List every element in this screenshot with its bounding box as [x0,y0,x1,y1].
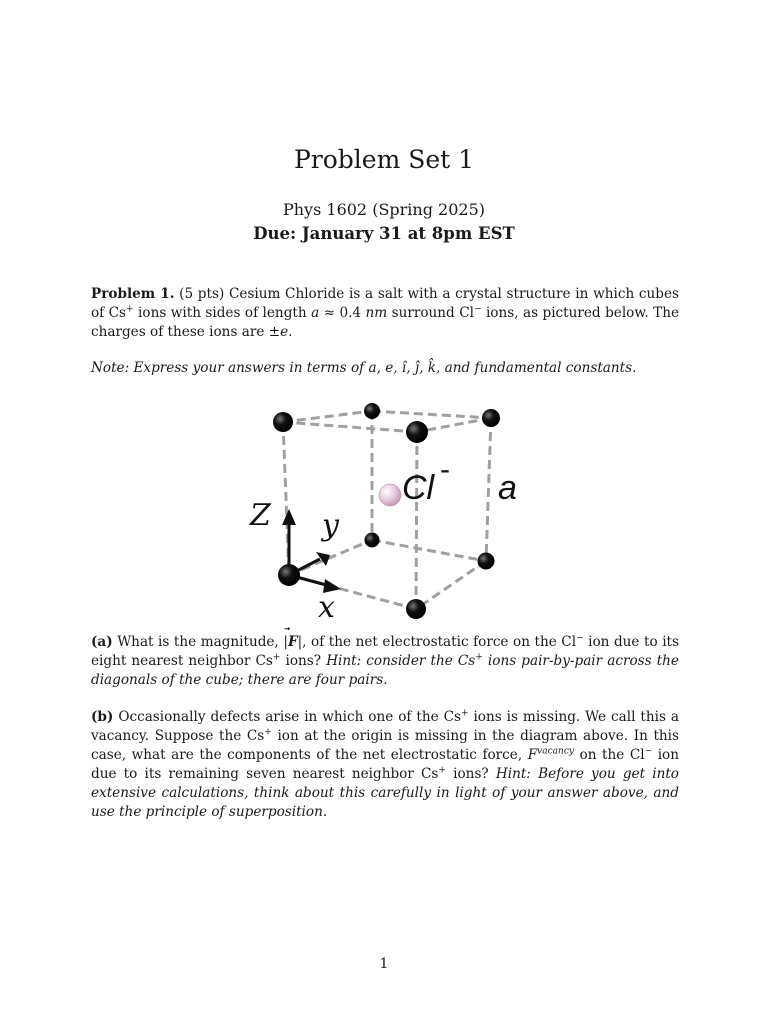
problem-1-statement [91,285,679,342]
page-title: Problem Set 1 [293,145,475,174]
variable: a [311,305,320,321]
problem-text: ≈ 0.4 [319,305,366,321]
superscript: − [644,746,653,757]
superscript: − [576,633,584,644]
variable: e [280,324,289,340]
superscript: + [126,304,134,315]
part-b [91,708,679,822]
cs-atom [482,409,500,427]
problem-text: . [288,324,293,340]
superscript: + [475,652,483,663]
force-superscript: vacancy [537,746,574,757]
note: Note: Express your answers in terms of a, e, î, ĵ, k̂, and fundamental constants. [91,360,637,376]
cs-atom [478,553,495,570]
part-text: ion due to its remaining seven nearest neighbor Cs [91,747,679,782]
problem-text: Cesium Chloride is a salt with a crystal structure in which cubes of Cs [91,286,679,321]
page-number: 1 [379,956,389,972]
hint-text: ions pair-by-pair across the diagonals of the cube; there are four pairs. [91,653,679,688]
force-symbol: F [287,634,298,650]
crystal-diagram [240,395,540,625]
cl-label: Cl [402,469,435,507]
part-text: ions? [280,653,327,669]
force-vector [288,634,298,650]
superscript: + [264,727,272,738]
force-symbol: F [527,747,538,763]
part-text: What is the magnitude, | [112,634,288,650]
z-axis-label: Z [250,498,271,533]
cl-atom [379,484,401,506]
part-a [91,633,679,690]
hint-text: Hint: Before you get into extensive calculations, think about this carefully in light of your answer above, and use the principle of superposition. [91,766,679,820]
cs-atom [273,412,293,432]
problem-points: (5 pts) [179,286,225,302]
cs-atom-origin [278,564,300,586]
cl-charge-label: - [440,453,450,486]
course-subtitle: Phys 1602 (Spring 2025) [282,200,485,219]
x-axis-label: x [318,590,335,625]
part-text: ion due to its eight nearest neighbor Cs [91,634,679,669]
part-text: ions? [445,766,496,782]
part-text: ion at the origin is missing in the diagram above. In this case, what are the components of the net electrostatic force, [91,728,679,763]
cs-atom [406,421,428,443]
problem-label: Problem 1. [91,286,175,302]
superscript: + [272,652,281,663]
hint-text: Hint: consider the Cs [326,653,476,669]
superscript: + [438,765,446,776]
superscript: − [473,304,482,315]
part-text: Occasionally defects arise in which one of the Cs [113,709,461,725]
superscript: + [460,708,469,719]
problem-text: ions, as pictured below. The charges of these ions are ± [91,305,680,340]
part-label: (a) [91,634,113,650]
part-text: on the Cl [573,747,645,763]
side-length-label: a [498,469,517,507]
part-label: (b) [91,709,114,725]
part-text: |, of the net electrostatic force on the Cl [297,634,577,650]
problem-text: ions with sides of length [133,305,312,321]
part-text: ions is missing. We call this a vacancy. Suppose the Cs [91,709,679,744]
unit: nm [365,305,388,321]
problem-text: surround Cl [387,305,474,321]
cs-atom [406,599,426,619]
cs-atom [365,533,380,548]
due-date: Due: January 31 at 8pm EST [253,224,515,243]
cs-atom [364,403,380,419]
y-axis-label: y [322,508,339,543]
